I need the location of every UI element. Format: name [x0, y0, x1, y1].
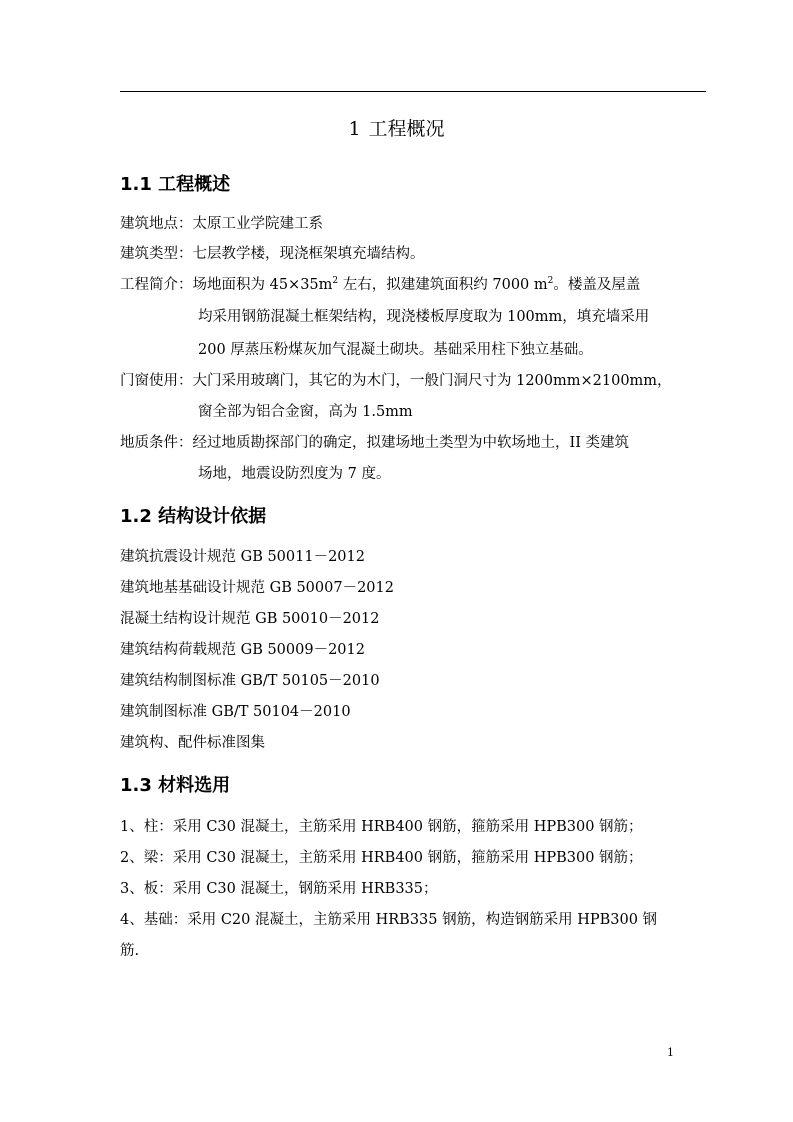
material-item: 2、梁：采用 C30 混凝土，主筋采用 HRB400 钢筋，箍筋采用 HPB300 钢筋； [120, 850, 643, 866]
material-item: 3、板：采用 C30 混凝土，钢筋采用 HRB335； [120, 881, 438, 897]
page-number: 1 [667, 1046, 674, 1059]
chapter-title [0, 114, 793, 141]
project-intro-line-1 [120, 273, 640, 294]
doors-line-1: 门窗使用：大门采用玻璃门，其它的为木门，一般门洞尺寸为 1200mm×2100mm， [120, 373, 672, 389]
spec-item: 建筑制图标准 GB/T 50104－2010 [120, 704, 351, 720]
project-intro-line-3: 200 厚蒸压粉煤灰加气混凝土砌块。基础采用柱下独立基础。 [198, 342, 593, 358]
section-heading-1-3: 1.3 材料选用 [120, 775, 231, 796]
geology-line-2: 场地，地震设防烈度为 7 度。 [198, 466, 391, 482]
intro-part-c: 。楼盖及屋盖 [553, 277, 641, 293]
superscript-2b: 2 [547, 276, 554, 287]
spec-item: 建筑结构荷载规范 GB 50009－2012 [120, 642, 365, 658]
chapter-number: 1 [348, 118, 361, 140]
header-rule [120, 91, 706, 92]
superscript-2: 2 [332, 276, 339, 287]
chapter-title-text: 工程概况 [368, 118, 445, 140]
intro-part-b: 左右，拟建建筑面积约 7000 m [338, 277, 548, 293]
building-type: 建筑类型：七层教学楼，现浇框架填充墙结构。 [120, 246, 425, 262]
spec-item: 建筑地基基础设计规范 GB 50007－2012 [120, 580, 394, 596]
geology-line-1: 地质条件：经过地质勘探部门的确定，拟建场地土类型为中软场地土，II 类建筑 [120, 435, 630, 451]
material-item: 4、基础：采用 C20 混凝土，主筋采用 HRB335 钢筋，构造钢筋采用 HPB300 钢 [120, 912, 658, 928]
intro-part-a: 工程简介：场地面积为 45×35m [120, 277, 333, 293]
spec-item: 建筑抗震设计规范 GB 50011－2012 [120, 549, 365, 565]
spec-item: 混凝土结构设计规范 GB 50010－2012 [120, 611, 380, 627]
material-item-continued: 筋. [120, 943, 140, 959]
doors-line-2: 窗全部为铝合金窗，高为 1.5mm [198, 404, 413, 420]
spec-item: 建筑结构制图标准 GB/T 50105－2010 [120, 673, 380, 689]
material-item: 1、柱：采用 C30 混凝土，主筋采用 HRB400 钢筋，箍筋采用 HPB300 钢筋； [120, 819, 643, 835]
section-heading-1-2: 1.2 结构设计依据 [120, 506, 267, 527]
section-heading-1-1: 1.1 工程概述 [120, 174, 231, 195]
building-location: 建筑地点：太原工业学院建工系 [120, 216, 323, 232]
spec-item: 建筑构、配件标准图集 [120, 735, 265, 751]
project-intro-line-2: 均采用钢筋混凝土框架结构，现浇楼板厚度取为 100mm，填充墙采用 [198, 309, 650, 325]
